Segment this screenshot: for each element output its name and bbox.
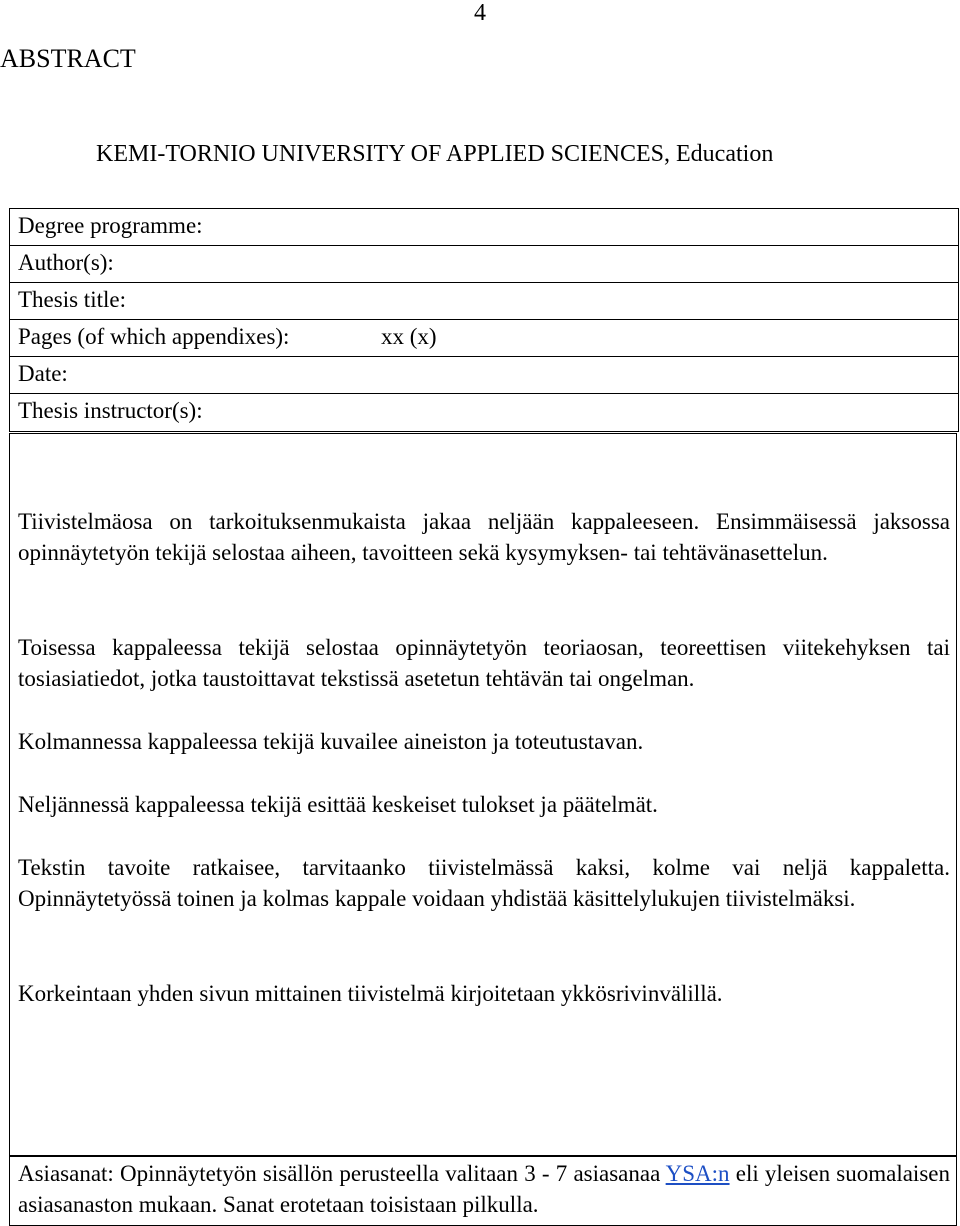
abstract-paragraph-3: Kolmannessa kappaleessa tekijä kuvailee aineiston ja toteutustavan.	[18, 729, 644, 754]
ysa-link[interactable]: YSA:n	[665, 1161, 730, 1186]
abstract-paragraph-5: Tekstin tavoite ratkaisee, tarvitaanko tiivistelmässä kaksi, kolme vai neljä kappaletta. Opinnäytetyössä toinen ja kolmas kappale voidaan yhdistää käsittelylukujen tiivistelmäksi.	[18, 855, 950, 911]
abstract-paragraph-4: Neljännessä kappaleessa tekijä esittää keskeiset tulokset ja päätelmät.	[18, 792, 658, 817]
info-label: Author(s):	[18, 250, 114, 275]
abstract-paragraph-2: Toisessa kappaleessa tekijä selostaa opinnäytetyön teoriaosan, teoreettisen viitekehyksen tai tosiasiatiedot, jotka taustoittavat tekstissä asetetun tehtävän tai ongelman.	[18, 635, 950, 691]
info-label: Thesis instructor(s):	[18, 398, 203, 423]
info-row-degree-programme	[10, 209, 958, 246]
page-number: 4	[474, 0, 486, 26]
info-label: Pages (of which appendixes):	[18, 324, 290, 349]
info-row-authors	[10, 246, 958, 283]
abstract-text-box	[9, 433, 957, 1156]
info-row-thesis-instructors	[10, 394, 958, 431]
keywords-after-link: eli yleisen suomalaisen asiasanaston mukaan. Sanat erotetaan toisistaan pilkulla.	[18, 1161, 950, 1217]
keywords-before-link: Asiasanat: Opinnäytetyön sisällön perusteella valitaan 3 - 7 asiasanaa	[18, 1161, 666, 1186]
abstract-paragraph-6: Korkeintaan yhden sivun mittainen tiivistelmä kirjoitetaan ykkösrivinvälillä.	[18, 981, 723, 1006]
abstract-heading: ABSTRACT	[0, 44, 136, 73]
info-label: Thesis title:	[18, 287, 126, 312]
info-row-date	[10, 357, 958, 394]
info-row-pages	[10, 320, 958, 357]
info-row-thesis-title	[10, 283, 958, 320]
abstract-paragraph-1: Tiivistelmäosa on tarkoituksenmukaista jakaa neljään kappaleeseen. Ensimmäisessä jaksossa opinnäytetyön tekijä selostaa aiheen, tavoitteen sekä kysymyksen- tai tehtävänasettelun.	[18, 509, 950, 565]
thesis-info-table	[9, 208, 959, 432]
keywords-text	[18, 1158, 950, 1220]
keywords-box	[9, 1156, 957, 1226]
info-label: Degree programme:	[18, 213, 203, 238]
info-value: xx (x)	[381, 324, 437, 349]
info-label: Date:	[18, 361, 68, 386]
university-title: KEMI-TORNIO UNIVERSITY OF APPLIED SCIENCES, Education	[96, 141, 774, 167]
